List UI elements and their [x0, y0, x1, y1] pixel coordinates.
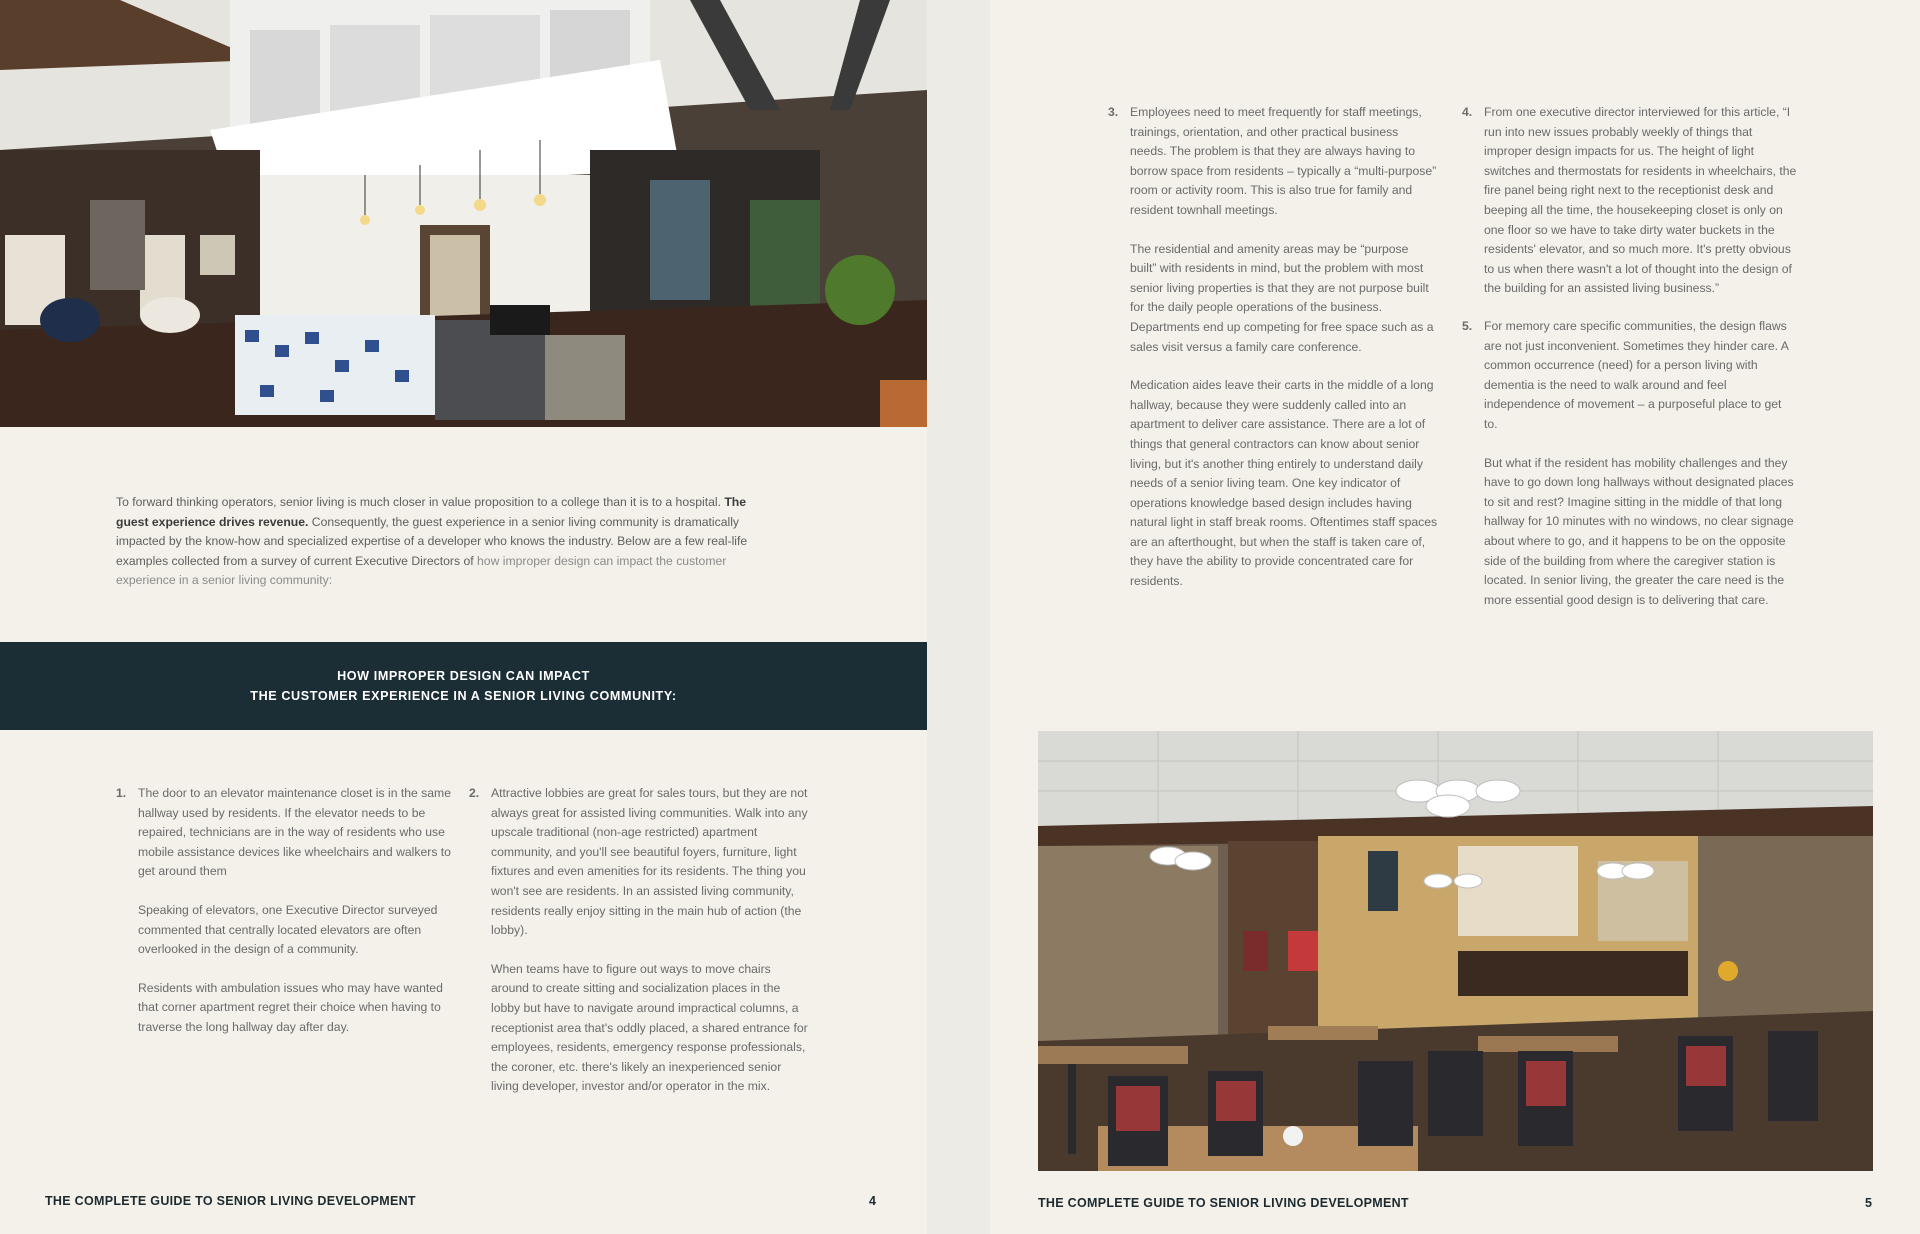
- item-paragraph: The residential and amenity areas may be “purpose built” with residents in mind, but the problem with most senior living properties is that they are not purpose built for the daily people operations of the business. Departments end up competing for free space such as a sales visit versus a family care conference.: [1130, 241, 1434, 354]
- item-paragraph: When teams have to figure out ways to move chairs around to create sitting and socialization places in the lobby but have to navigate around impractical columns, a receptionist area that's oddly placed, a shared entrance for employees, residents, emergency response professionals, the coroner, etc. there's likely an inexperienced senior living developer, investor and/or operator in the mix.: [491, 961, 808, 1094]
- banner-line-1: HOW IMPROPER DESIGN CAN IMPACT: [337, 669, 590, 683]
- item-number: 5.: [1462, 319, 1473, 333]
- item-paragraph: Employees need to meet frequently for staff meetings, trainings, orientation, and other practical business needs. The problem is that they are always having to borrow space from residents – typically a “multi-purpose” room or activity room. This is also true for family and resident townhall meetings.: [1130, 105, 1437, 217]
- item-number: 1.: [116, 786, 127, 800]
- item-paragraph: From one executive director interviewed for this article, “I run into new issues probably weekly of things that improper design impacts for us. The height of light switches and thermostats for residents in wheelchairs, the fire panel being right next to the receptionist desk and beeping all the time, the housekeeping closet is only on one floor so we have to take dirty water buckets in the residents' elevator, and so much more. It's pretty obvious to us when there wasn't a lot of thought into the design of the building for an assisted living business.”: [1484, 105, 1797, 296]
- item-paragraph: But what if the resident has mobility challenges and they have to go down long hallways without designated places to sit and rest? Imagine sitting in the middle of that long hallway for 10 minutes with no windows, no clear signage about where to go, and it happens to be on the opposite side of the building from where the caregiver station is located. In senior living, the greater the care need is the more essential good design is to delivering that care.: [1484, 455, 1794, 607]
- item-number: 4.: [1462, 105, 1473, 119]
- dining-room-photo: [1038, 731, 1873, 1171]
- dining-room-photo-illustration: [1038, 731, 1873, 1171]
- intro-emphasis: The guest experience drives revenue.: [116, 495, 747, 529]
- page-number: 4: [869, 1194, 876, 1208]
- item-paragraph: Medication aides leave their carts in the middle of a long hallway, because they were suddenly called into an apartment to deliver care assistance. There are a lot of things that general contractors can know about senior living, but it's another thing entirely to understand daily needs of a senior living team. One key indicator of operations knowledge based design includes having natural light in staff break rooms. Oftentimes staff spaces are an afterthought, but when the staff is taken care of, they have the ability to provide concentrated care for residents.: [1130, 378, 1438, 589]
- page-gutter: [927, 0, 990, 1234]
- intro-paragraph: [116, 493, 781, 591]
- item-paragraph: For memory care specific communities, the design flaws are not just inconvenient. Sometimes they hinder care. A common occurrence (need) for a person living with dementia is the need to walk around and feel independence of movement – a purposeful place to get to.: [1484, 319, 1789, 431]
- item-paragraph: The door to an elevator maintenance closet is in the same hallway used by residents. If the elevator needs to be repaired, technicians are in the way of residents who use mobile assistance devices like wheelchairs and walkers to get around them: [138, 786, 451, 879]
- item-paragraph: Residents with ambulation issues who may have wanted that corner apartment regret their choice when having to traverse the long hallway day after day.: [138, 980, 443, 1034]
- page-5: [990, 0, 1920, 1234]
- footer-title: THE COMPLETE GUIDE TO SENIOR LIVING DEVELOPMENT: [1038, 1196, 1409, 1210]
- list-item-1: [116, 784, 456, 1038]
- banner-line-2: THE CUSTOMER EXPERIENCE IN A SENIOR LIVING COMMUNITY:: [250, 689, 677, 703]
- intro-text-3: how improper design can impact the customer experience in a senior living community:: [116, 553, 727, 588]
- list-item-2: [469, 784, 809, 1097]
- list-item-4: [1462, 103, 1798, 299]
- lobby-photo-illustration: [0, 0, 927, 427]
- item-paragraph: Speaking of elevators, one Executive Director surveyed commented that centrally located elevators are often overlooked in the design of a community.: [138, 902, 438, 957]
- item-number: 2.: [469, 786, 480, 800]
- item-number: 3.: [1108, 105, 1119, 119]
- item-paragraph: Attractive lobbies are great for sales tours, but they are not always great for assisted living communities. Walk into any upscale traditional (non-age restricted) apartment community, and you'll see beautiful foyers, furniture, light fixtures and even amenities for its residents. The thing you won't see are residents. In an assisted living community, residents really enjoy sitting in the main hub of action (the lobby).: [491, 786, 808, 938]
- list-item-5: [1462, 317, 1798, 610]
- intro-text-1: To forward thinking operators, senior living is much closer in value proposition to a college than it is to a hospital.: [116, 495, 725, 509]
- page-number: 5: [1865, 1196, 1872, 1210]
- lobby-photo: [0, 0, 927, 427]
- section-banner: [0, 642, 927, 730]
- list-item-3: [1108, 103, 1438, 592]
- page-4: [0, 0, 927, 1234]
- footer-title: THE COMPLETE GUIDE TO SENIOR LIVING DEVELOPMENT: [45, 1194, 416, 1208]
- intro-text-2: Consequently, the guest experience in a senior living community is dramatically impacted by the know-how and specialized expertise of a developer who knows the industry. Below are a few real-life examples collected from a survey of current Executive Directors of: [116, 514, 748, 568]
